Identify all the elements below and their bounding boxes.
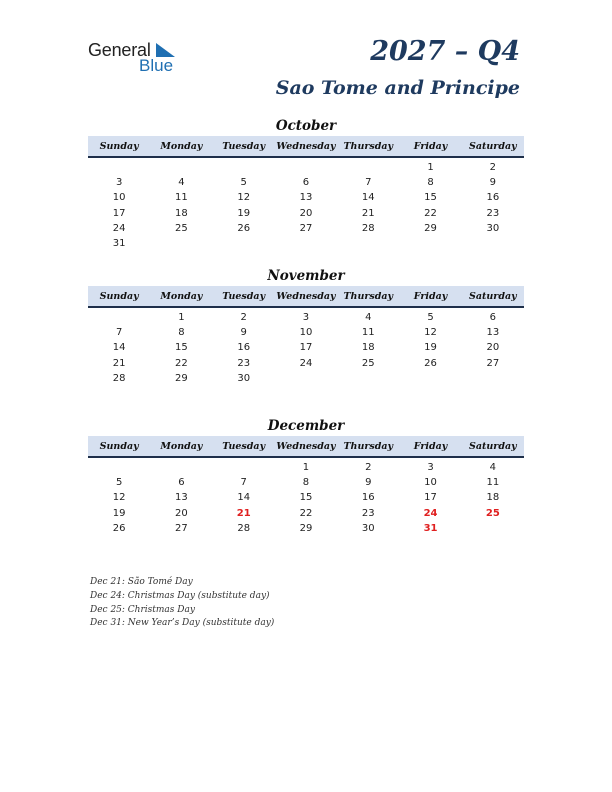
week-row [88,190,524,205]
day-cell: 14 [112,342,126,354]
week-row [88,221,524,236]
day-cell: 7 [115,327,123,339]
weekday-label: Sunday [99,140,139,152]
day-cell: 13 [299,192,313,204]
weekday-label: Monday [160,440,203,452]
day-cell: 6 [302,177,310,189]
day-cell: 7 [240,477,247,489]
day-cell: 22 [424,207,437,219]
day-cell: 11 [175,192,188,204]
day-cell: 10 [112,192,126,204]
day-cell: 17 [112,207,126,219]
day-cell: 2 [365,462,372,474]
weekday-label: Sunday [99,440,139,452]
holiday-day-cell: 21 [236,507,251,519]
week-row [88,310,524,325]
day-cell: 30 [237,372,251,384]
day-cell: 12 [237,192,251,204]
day-cell: 23 [237,357,251,369]
month-name: December [267,418,345,434]
week-row [88,175,524,190]
day-cell: 25 [175,222,188,234]
day-cell: 22 [175,357,188,369]
day-cell: 15 [175,342,188,354]
day-cell: 10 [424,477,437,489]
day-cell: 16 [361,492,375,504]
month-december [88,416,524,536]
day-cell: 27 [175,522,188,534]
day-cell: 20 [175,507,188,519]
day-cell: 16 [486,192,500,204]
day-cell: 9 [489,177,497,189]
day-cell: 25 [361,357,375,369]
day-cell: 20 [299,207,313,219]
day-cell: 27 [299,222,313,234]
day-cell: 26 [424,357,437,369]
day-cell: 29 [175,372,188,384]
weekday-label: Friday [413,290,448,302]
day-cell: 5 [240,177,247,189]
weekday-label: Thursday [343,140,394,152]
week-row [88,340,524,355]
day-cell: 24 [299,357,313,369]
month-weeks [88,158,524,251]
day-cell: 6 [178,477,185,489]
weekday-label: Sunday [99,290,139,302]
day-cell: 30 [486,222,500,234]
day-cell: 14 [361,192,375,204]
day-cell: 14 [237,492,251,504]
day-cell: 5 [427,312,434,324]
day-cell: 3 [115,177,123,189]
logo-general-text: General [88,40,151,60]
holiday-day-cell: 25 [485,507,500,519]
day-cell: 23 [361,507,375,519]
day-cell: 19 [237,207,251,219]
weekday-label: Tuesday [222,290,266,302]
day-cell: 28 [361,222,375,234]
day-cell: 7 [365,177,372,189]
day-cell: 5 [115,477,123,489]
weekday-label: Thursday [343,440,394,452]
logo-triangle-icon [156,43,175,57]
week-row [88,325,524,340]
day-cell: 27 [486,357,500,369]
logo [88,40,188,76]
day-cell: 21 [112,357,126,369]
day-cell: 15 [299,492,313,504]
weekday-label: Thursday [343,290,394,302]
day-cell: 22 [299,507,313,519]
week-row [88,206,524,221]
holiday-note: Dec 25: Christmas Day [90,604,195,615]
day-cell: 28 [112,372,126,384]
day-cell: 18 [361,342,375,354]
weekday-label: Saturday [469,440,517,452]
day-cell: 19 [424,342,437,354]
day-cell: 13 [486,327,500,339]
week-row [88,475,524,490]
day-cell: 2 [489,162,497,174]
weekday-label: Friday [413,140,448,152]
weekday-label: Monday [160,140,203,152]
day-cell: 4 [365,312,372,324]
day-cell: 3 [427,462,434,474]
week-row [88,356,524,371]
holiday-day-cell: 24 [423,507,438,519]
weekday-label: Friday [413,440,448,452]
day-cell: 1 [427,162,434,174]
day-cell: 4 [489,462,497,474]
day-cell: 11 [361,327,375,339]
day-cell: 31 [112,238,126,250]
day-cell: 29 [299,522,313,534]
day-cell: 8 [302,477,310,489]
holiday-note: Dec 21: São Tomé Day [90,577,193,587]
week-row [88,160,524,175]
weekday-label: Saturday [469,140,517,152]
weekday-label: Tuesday [222,440,266,452]
day-cell: 4 [178,177,185,189]
weekday-label: Wednesday [276,140,336,152]
day-cell: 29 [424,222,437,234]
day-cell: 1 [178,312,185,324]
day-cell: 2 [240,312,247,324]
day-cell: 8 [178,327,185,339]
day-cell: 10 [299,327,313,339]
holiday-day-cell: 31 [423,522,438,534]
day-cell: 18 [486,492,500,504]
day-cell: 15 [424,192,437,204]
logo-blue-text: Blue [139,56,174,75]
day-cell: 26 [237,222,251,234]
day-cell: 13 [175,492,188,504]
day-cell: 12 [112,492,126,504]
day-cell: 21 [361,207,375,219]
week-row [88,236,524,251]
week-row [88,371,524,386]
weekday-header [88,286,524,308]
day-cell: 17 [299,342,313,354]
month-name: November [267,268,345,284]
day-cell: 20 [486,342,500,354]
day-cell: 28 [237,522,251,534]
week-row [88,490,524,505]
day-cell: 19 [112,507,126,519]
day-cell: 9 [240,327,247,339]
day-cell: 6 [489,312,497,324]
weekday-label: Monday [160,290,203,302]
week-row [88,521,524,536]
holiday-note: Dec 31: New Year’s Day (substitute day) [90,618,275,629]
holiday-notes [90,576,274,631]
weekday-header [88,136,524,158]
day-cell: 18 [175,207,188,219]
day-cell: 8 [427,177,434,189]
day-cell: 30 [361,522,375,534]
weekday-label: Wednesday [276,290,336,302]
month-weeks [88,308,524,386]
page-title: 2027 – Q4 [370,36,520,67]
month-weeks [88,458,524,536]
day-cell: 9 [365,477,372,489]
holiday-note: Dec 24: Christmas Day (substitute day) [90,590,270,601]
weekday-label: Tuesday [222,140,266,152]
weekday-label: Saturday [469,290,517,302]
month-name: October [275,118,337,134]
weekday-label: Wednesday [276,440,336,452]
day-cell: 17 [424,492,437,504]
month-october [88,116,524,251]
day-cell: 26 [112,522,126,534]
day-cell: 24 [112,222,126,234]
week-row [88,506,524,521]
day-cell: 16 [237,342,251,354]
month-november [88,266,524,386]
page-subtitle: Sao Tome and Principe [275,77,520,99]
weekday-header [88,436,524,458]
day-cell: 1 [302,462,310,474]
day-cell: 23 [486,207,500,219]
week-row [88,460,524,475]
day-cell: 12 [424,327,437,339]
day-cell: 3 [302,312,310,324]
day-cell: 11 [486,477,500,489]
